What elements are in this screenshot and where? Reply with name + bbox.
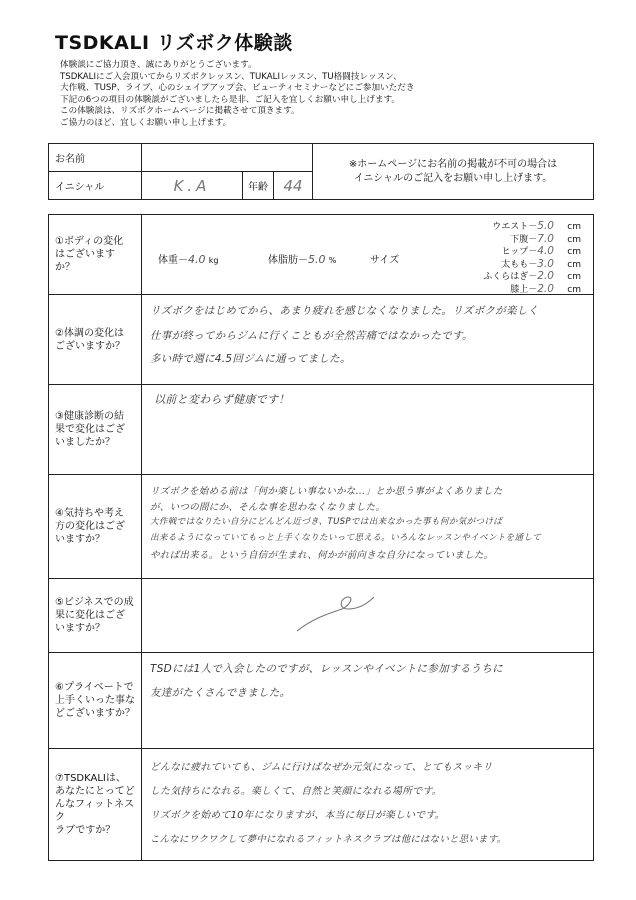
intro-line: TSDKALIにご入会頂いてからリズボクレッスン、TUKALIレッスン、TU格闘技レッスン、 bbox=[60, 71, 402, 82]
notice-line: ※ホームページにお名前の掲載が不可の場合は bbox=[348, 158, 558, 170]
answer-line: 友達がたくさんできました。 bbox=[150, 687, 291, 699]
question-row-5 bbox=[49, 579, 594, 653]
answer-cell[interactable] bbox=[142, 579, 594, 653]
question-row-7 bbox=[49, 749, 594, 861]
measurement-row bbox=[483, 269, 581, 282]
label-line: ②体調の変化は bbox=[55, 327, 124, 339]
answer-line: どんなに疲れていても、ジムに行けばなぜか元気になって、とてもスッキリ bbox=[150, 762, 493, 773]
answer-cell[interactable] bbox=[142, 653, 594, 749]
label-line: 果で変化はござ bbox=[55, 424, 125, 435]
label-line: ⑦TSDKALIは、 bbox=[55, 773, 126, 784]
label-line: ④気持ちや考え bbox=[55, 508, 124, 519]
measurement-value[interactable]: 7.0 bbox=[537, 232, 554, 245]
intro-line: この体験談は、リズボクホームページに掲載させて頂きます。 bbox=[60, 106, 300, 117]
body-change-answer bbox=[142, 215, 594, 295]
initial-label: イニシャル bbox=[49, 172, 142, 200]
intro-line: ご協力のほど、宜しくお願い申し上げます。 bbox=[60, 117, 232, 128]
measurement-value[interactable]: 4.0 bbox=[537, 245, 554, 257]
age-label: 年齢 bbox=[243, 172, 274, 200]
fat-label: 体脂肪－ bbox=[268, 255, 308, 266]
label-line: ⑥プライベートで bbox=[55, 682, 134, 693]
label-line: んなフィットネスク bbox=[55, 799, 135, 823]
question-row-1 bbox=[49, 215, 594, 295]
intro-line: 体験談にご協力頂き、誠にありがとうございます。 bbox=[60, 60, 257, 70]
measurement-name: 膝上－ bbox=[510, 284, 538, 295]
answer-line: 多い時で週に4.5回ジムに通ってました。 bbox=[150, 353, 351, 365]
intro-line: 下記の6つの項目の体験談がございましたら是非、ご記入を宜しくお願い申し上げます。 bbox=[60, 94, 400, 105]
question-label bbox=[49, 295, 142, 385]
label-line: 上手くいった事な bbox=[55, 695, 135, 706]
question-label bbox=[49, 749, 142, 861]
label-line: ⑤ビジネスでの成 bbox=[55, 597, 134, 608]
question-row-4 bbox=[49, 475, 594, 579]
answer-line: リズボクを始めて10年になりますが、本当に毎日が楽しいです。 bbox=[150, 810, 445, 821]
label-line: 果に変化はござ bbox=[55, 610, 125, 621]
size-label: サイズ bbox=[370, 255, 400, 266]
measurement-name: 下腹－ bbox=[510, 234, 538, 245]
label-line: どございますか？ bbox=[55, 708, 135, 719]
measurement-unit: cm bbox=[567, 284, 581, 295]
notice-text bbox=[313, 144, 594, 200]
measurement-row bbox=[502, 244, 581, 257]
answer-cell[interactable] bbox=[142, 749, 594, 861]
answer-line: 出来るようになっていてもっと上手くなりたいって思える。いろんなレッスンやイベントを通して bbox=[150, 533, 542, 543]
answer-line: TSDには1人で入会したのですが、レッスンやイベントに参加するうちに bbox=[150, 663, 503, 675]
measurement-unit: cm bbox=[567, 234, 581, 245]
question-label bbox=[49, 475, 142, 579]
label-line: あなたにとってど bbox=[55, 786, 135, 797]
answer-line: が、いつの間にか、そんな事を思わなくなりました。 bbox=[150, 502, 386, 513]
profile-table bbox=[48, 143, 594, 200]
label-line: か？ bbox=[55, 262, 75, 273]
label-line: はございます bbox=[55, 249, 115, 260]
measurement-name: ふくらはぎ－ bbox=[483, 272, 538, 282]
measurement-name: ウエスト－ bbox=[492, 222, 538, 232]
measurement-name: ヒップ－ bbox=[501, 247, 538, 257]
weight-unit: kg bbox=[208, 256, 219, 265]
fat-value[interactable]: 5.0 bbox=[308, 253, 326, 266]
weight-block bbox=[158, 251, 218, 266]
answer-cell[interactable] bbox=[142, 295, 594, 385]
label-line: いましたか？ bbox=[55, 437, 115, 448]
fat-block bbox=[268, 251, 336, 266]
question-row-6 bbox=[49, 653, 594, 749]
measurement-unit: cm bbox=[567, 247, 581, 257]
answer-line: リズボクをはじめてから、あまり疲れを感じなくなりました。リズボクが楽しく bbox=[150, 305, 539, 317]
answer-line: 仕事が終ってからジムに行くこともが全然苦痛ではなかったです。 bbox=[150, 330, 473, 342]
measurement-unit: cm bbox=[567, 222, 581, 232]
question-row-2 bbox=[49, 295, 594, 385]
name-field[interactable] bbox=[142, 144, 313, 172]
age-field[interactable]: 44 bbox=[274, 172, 313, 200]
name-label: お名前 bbox=[49, 144, 142, 172]
label-line: ラブですか？ bbox=[55, 825, 116, 836]
questions-table bbox=[48, 214, 594, 861]
measurement-value[interactable]: 2.0 bbox=[537, 270, 554, 282]
answer-line: 以前と変わらず健康です！ bbox=[154, 393, 290, 406]
answer-line: こんなにワクワクして夢中になれるフィットネスクラブは他にはないと思います。 bbox=[150, 834, 507, 845]
initial-field[interactable]: K.A bbox=[142, 172, 243, 200]
intro-text bbox=[60, 60, 414, 130]
intro-line: 大作戦、TUSP、ライブ、心のシェイプアップ会、ビューティセミナーなどにご参加いただき bbox=[60, 83, 415, 94]
answer-line: やれば出来る。という自信が生まれ、何かが前向きな自分になっていました。 bbox=[150, 550, 494, 561]
label-line: いますか？ bbox=[55, 534, 105, 545]
fat-unit: % bbox=[328, 256, 337, 265]
answer-line: 大作戦ではなりたい自分にどんどん近づき、TUSPでは出来なかった事も何か気がつけば bbox=[150, 517, 503, 527]
weight-value[interactable]: 4.0 bbox=[188, 253, 206, 266]
measurement-value[interactable]: 3.0 bbox=[537, 257, 554, 270]
notice-line: イニシャルのご記入をお願い申し上げます。 bbox=[353, 172, 553, 184]
answer-line: リズボクを始める前は「何か楽しい事ないかな…」とか思う事がよくありました bbox=[150, 486, 503, 497]
measurement-unit: cm bbox=[567, 259, 581, 270]
question-label bbox=[49, 653, 142, 749]
measurement-value[interactable]: 5.0 bbox=[537, 220, 554, 232]
label-line: ございますか？ bbox=[55, 340, 125, 352]
measurement-name: 太もも－ bbox=[501, 259, 538, 270]
measurement-row bbox=[492, 219, 581, 232]
label-line: ①ボディの変化 bbox=[55, 236, 124, 247]
page-title: TSDKALI リズボク体験談 bbox=[55, 32, 293, 54]
label-line: いますか？ bbox=[55, 623, 105, 634]
answer-cell[interactable] bbox=[142, 475, 594, 579]
question-label bbox=[49, 579, 142, 653]
label-line: ③健康診断の結 bbox=[55, 411, 124, 422]
question-row-3 bbox=[49, 385, 594, 475]
label-line: 方の変化はござ bbox=[55, 521, 125, 532]
measurement-value[interactable]: 2.0 bbox=[537, 282, 554, 295]
weight-label: 体重－ bbox=[158, 255, 188, 266]
question-label bbox=[49, 385, 142, 475]
answer-cell[interactable] bbox=[142, 385, 594, 475]
answer-line: した気持ちになれる。楽しくて、自然と笑顔になれる場所です。 bbox=[150, 786, 442, 797]
question-label bbox=[49, 215, 142, 295]
measurement-row bbox=[510, 282, 581, 295]
measurement-row bbox=[510, 232, 581, 245]
measurement-unit: cm bbox=[567, 272, 581, 282]
scribble-mark bbox=[292, 589, 392, 639]
measurement-row bbox=[501, 257, 581, 270]
